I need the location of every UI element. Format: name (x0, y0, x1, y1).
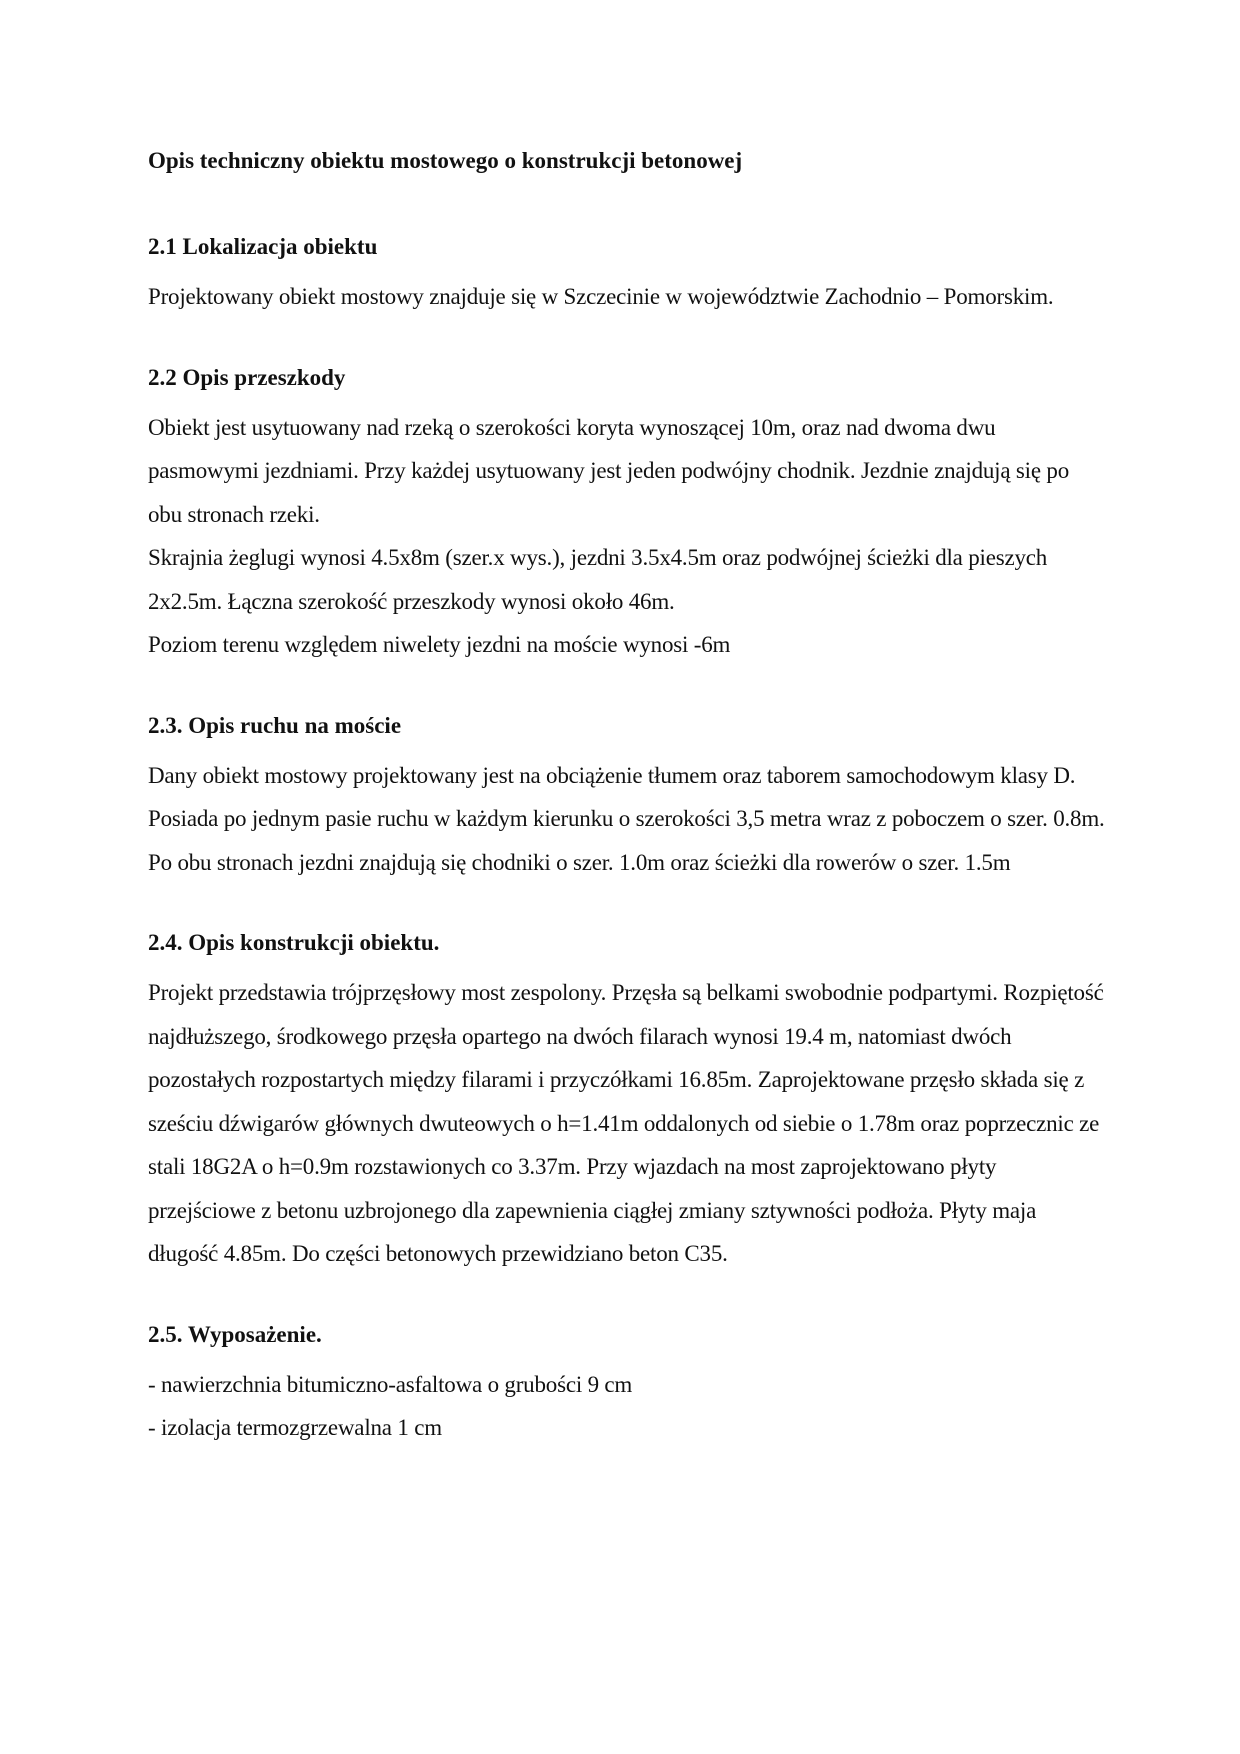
paragraph: Posiada po jednym pasie ruchu w każdym kierunku o szerokości 3,5 metra wraz z poboczem o szer. 0.8m. Po obu stronach jezdni znajdują się chodniki o szer. 1.0m oraz ścieżki dla rowerów o szer. 1.5m (148, 806, 1105, 875)
section-opis-ruchu (148, 711, 1108, 885)
paragraph: Dany obiekt mostowy projektowany jest na obciążenie tłumem oraz taborem samochodowym klasy D. (148, 762, 1076, 788)
section-lokalizacja (148, 232, 1108, 319)
paragraph: Poziom terenu względem niwelety jezdni na moście wynosi -6m (148, 632, 731, 657)
paragraph: Projektowany obiekt mostowy znajduje się w Szczecinie w województwie Zachodnio – Pomorskim. (148, 284, 1054, 309)
list-item: - izolacja termozgrzewalna 1 cm (148, 1415, 442, 1440)
section-opis-konstrukcji (148, 928, 1108, 1276)
section-wyposazenie (148, 1320, 1108, 1450)
section-heading: 2.5. Wyposażenie. (148, 1321, 322, 1347)
paragraph: Projekt przedstawia trójprzęsłowy most zespolony. Przęsła są belkami swobodnie podpartymi. Rozpiętość najdłuższego, środkowego przęsła opartego na dwóch filarach wynosi 19.4 m, natomiast dwóch pozostałych rozpostartych między filarami i przyczółkami 16.85m. Zaprojektowane przęsło składa się z sześciu dźwigarów głównych dwuteowych o h=1.41m oddalonych od siebie o 1.78m oraz poprzecznic ze stali 18G2A o h=0.9m rozstawionych co 3.37m. Przy wjazdach na most zaprojektowano płyty przejściowe z betonu uzbrojonego dla zapewnienia ciągłej zmiany sztywności podłoża. Płyty maja długość 4.85m. Do części betonowych przewidziano beton C35. (148, 980, 1104, 1266)
document-title: Opis techniczny obiektu mostowego o konstrukcji betonowej (148, 148, 743, 173)
section-heading: 2.3. Opis ruchu na moście (148, 712, 402, 738)
paragraph: Skrajnia żeglugi wynosi 4.5x8m (szer.x wys.), jezdni 3.5x4.5m oraz podwójnej ścieżki dla pieszych 2x2.5m. Łączna szerokość przeszkody wynosi około 46m. (148, 545, 1048, 614)
list-item: - nawierzchnia bitumiczno-asfaltowa o grubości 9 cm (148, 1371, 633, 1397)
section-opis-przeszkody (148, 363, 1108, 667)
section-heading: 2.4. Opis konstrukcji obiektu. (148, 930, 440, 955)
document-page (148, 146, 1108, 1494)
section-heading: 2.1 Lokalizacja obiektu (148, 234, 378, 259)
paragraph: Obiekt jest usytuowany nad rzeką o szerokości koryta wynoszącej 10m, oraz nad dwoma dwu pasmowymi jezdniami. Przy każdej usytuowany jest jeden podwójny chodnik. Jezdnie znajdują się po obu stronach rzeki. (148, 414, 1070, 527)
section-heading: 2.2 Opis przeszkody (148, 364, 346, 390)
